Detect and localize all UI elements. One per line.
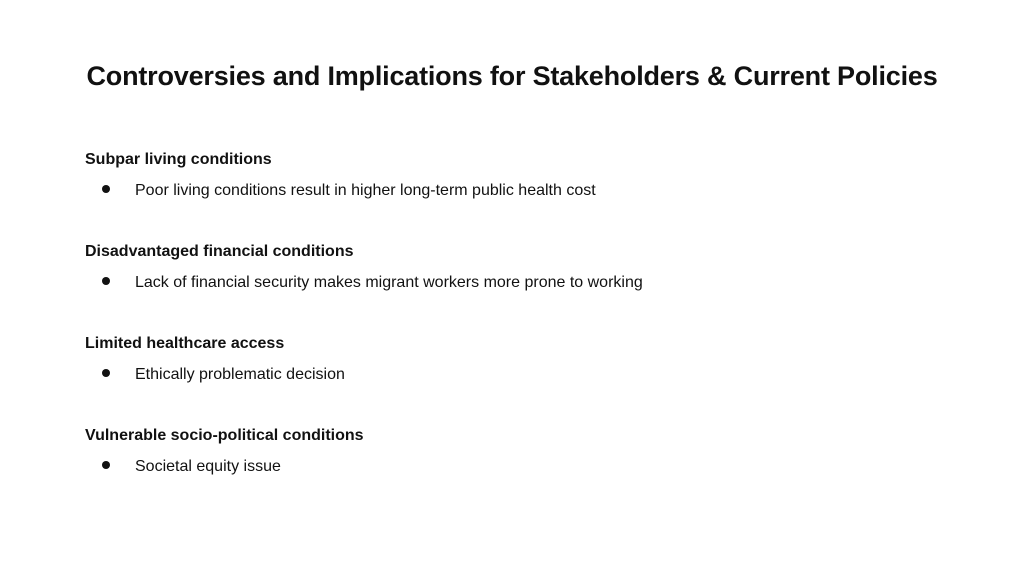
section-heading: Vulnerable socio-political conditions: [85, 427, 364, 444]
bullet-dot-icon: [102, 185, 110, 193]
section-heading: Disadvantaged financial conditions: [85, 243, 354, 260]
section-financial-conditions: [85, 240, 985, 332]
bullet-item: [85, 363, 985, 387]
bullet-item: [85, 179, 985, 203]
section-living-conditions: [85, 148, 985, 240]
bullet-text: Lack of financial security makes migrant workers more prone to working: [135, 274, 643, 291]
section-healthcare-access: [85, 332, 985, 424]
bullet-item: [85, 271, 985, 295]
bullet-text: Poor living conditions result in higher long-term public health cost: [135, 182, 596, 199]
bullet-item: [85, 455, 985, 479]
bullet-dot-icon: [102, 369, 110, 377]
bullet-text: Ethically problematic decision: [135, 366, 345, 383]
section-socio-political-conditions: [85, 424, 985, 516]
section-heading: Limited healthcare access: [85, 335, 285, 352]
bullet-dot-icon: [102, 461, 110, 469]
bullet-text: Societal equity issue: [135, 458, 281, 475]
slide-title: Controversies and Implications for Stakeholders & Current Policies: [86, 61, 938, 91]
section-heading: Subpar living conditions: [85, 151, 272, 168]
section-list: [85, 148, 985, 516]
bullet-dot-icon: [102, 277, 110, 285]
